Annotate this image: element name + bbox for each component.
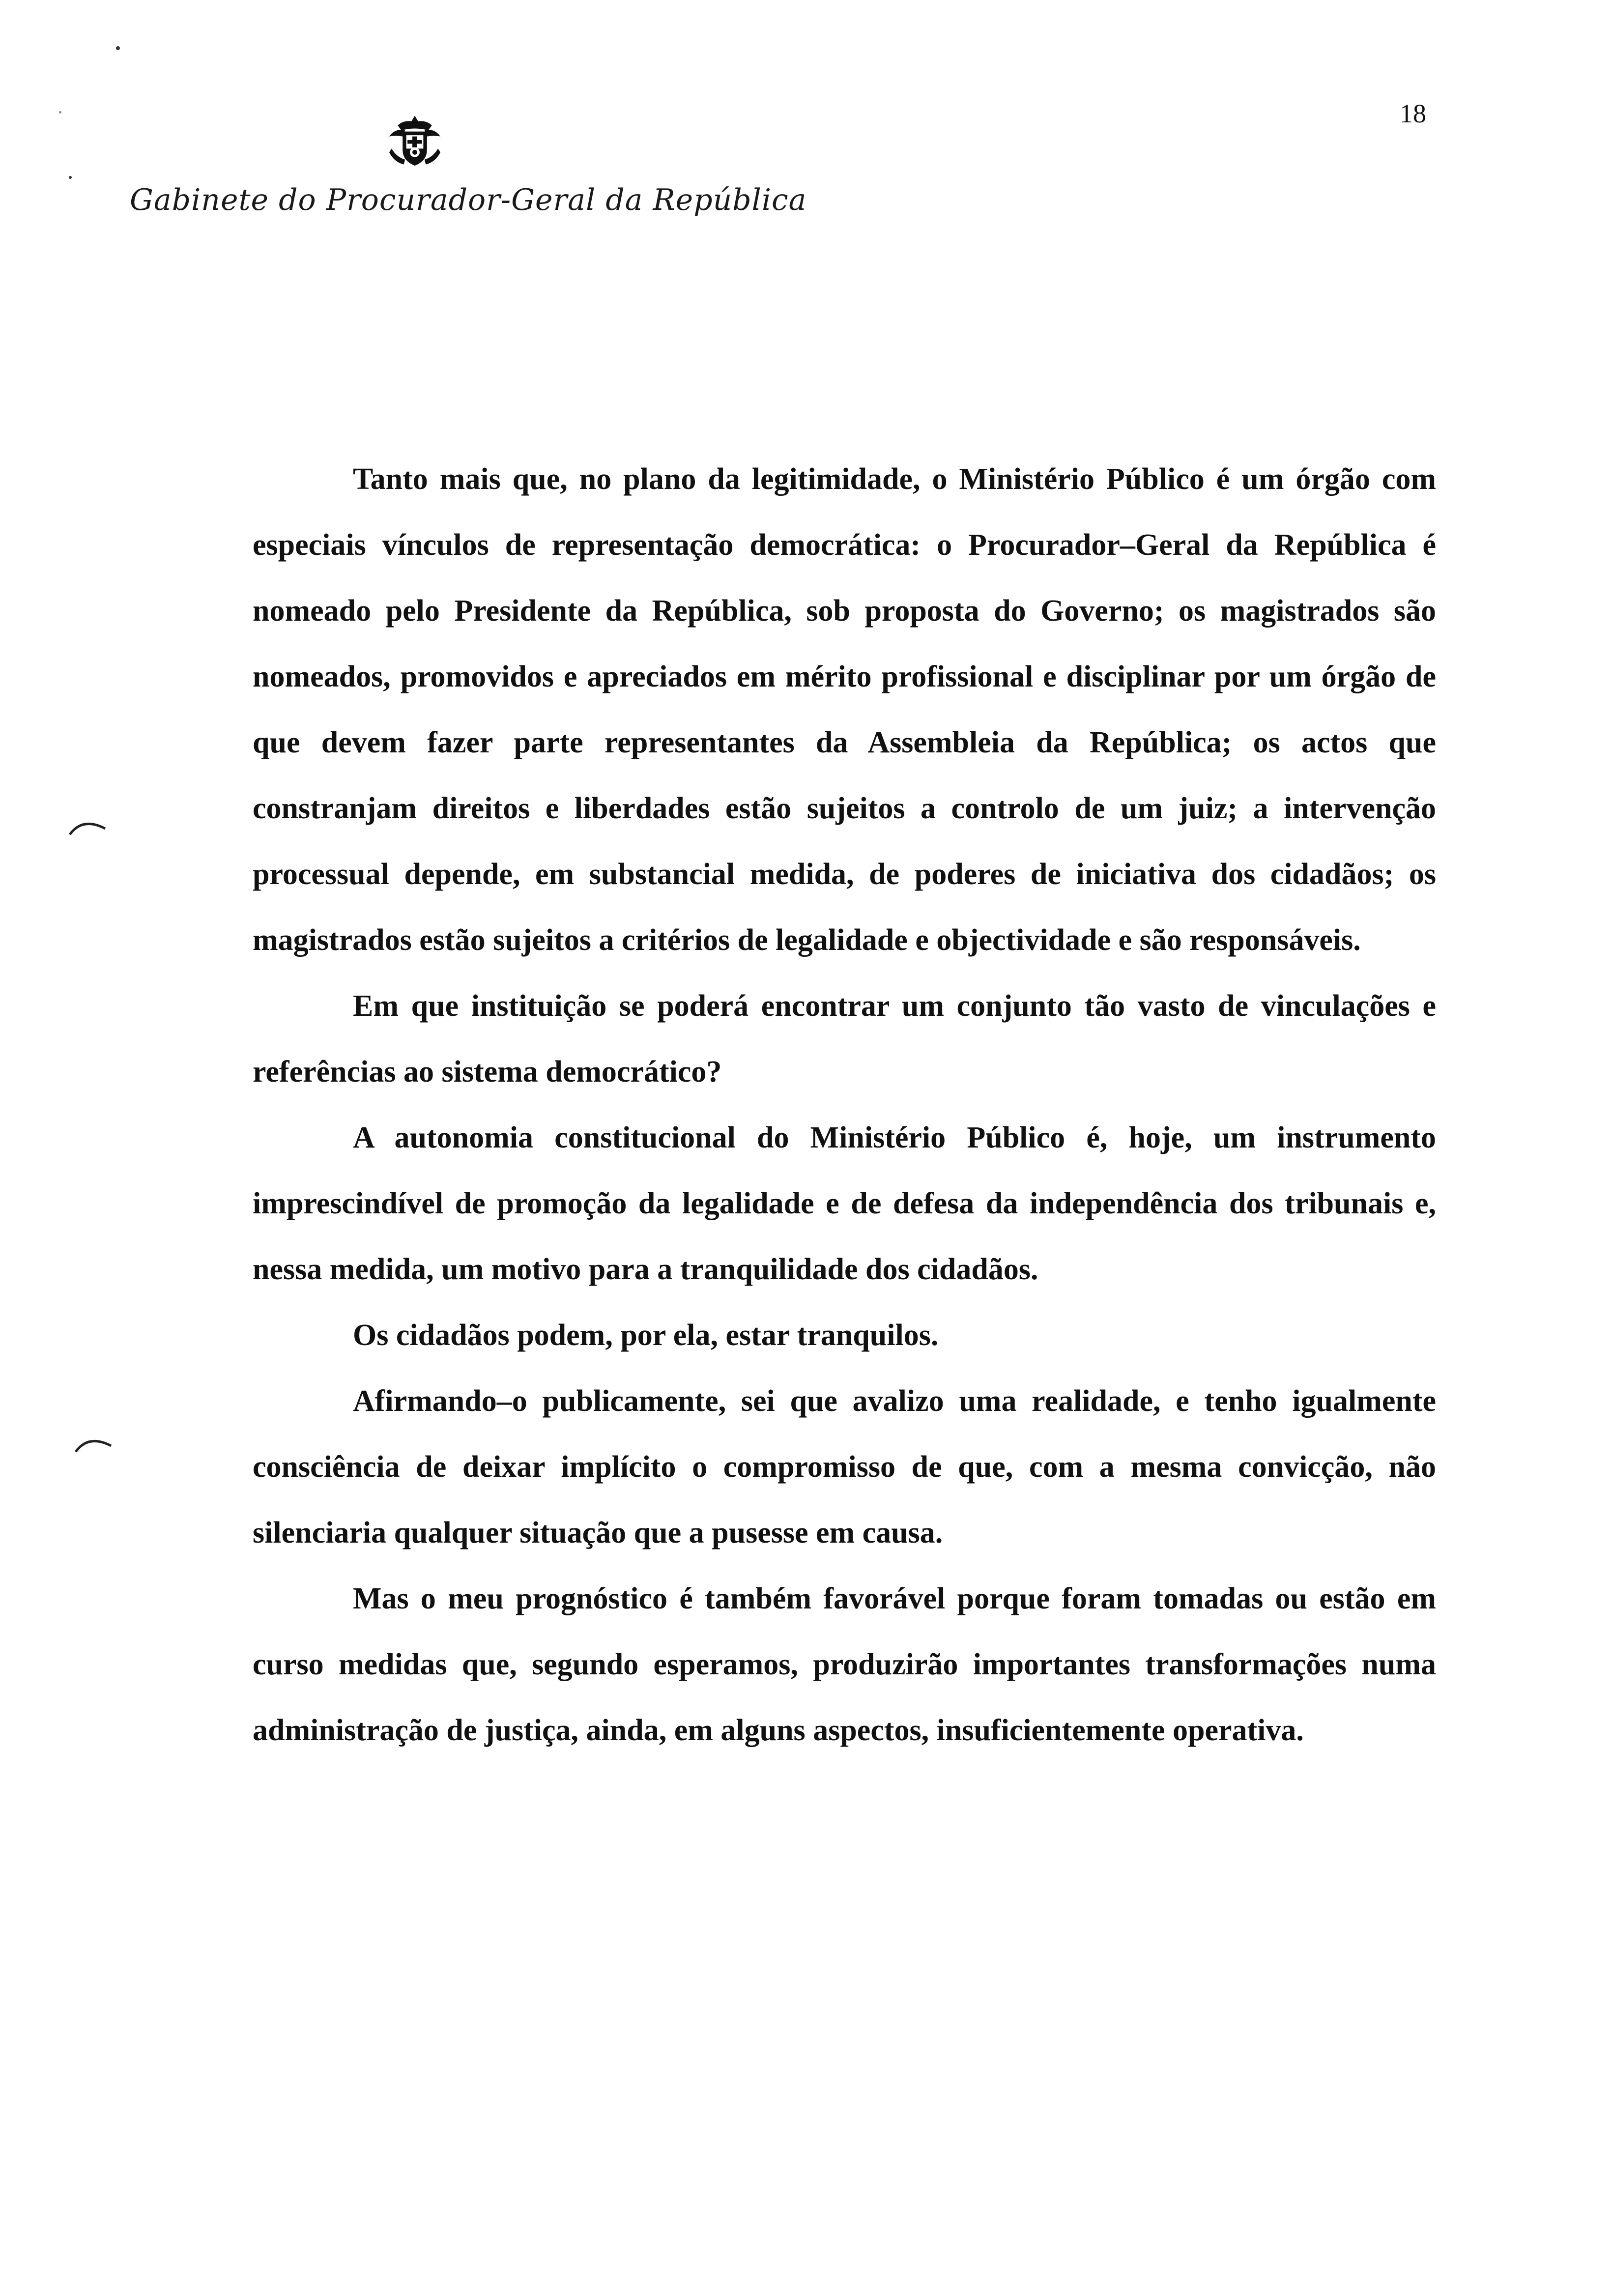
punch-hole-mark	[74, 1434, 113, 1454]
paragraph: A autonomia constitucional do Ministério Público é, hoje, um instrumento imprescindível de promoção da legalidade e de defesa da independência dos tribunais e, nessa medida, um motivo para a tranquilidade dos cidadãos.	[253, 1121, 1436, 1286]
paragraph: Em que instituição se poderá encontrar um conjunto tão vasto de vinculações e referências ao sistema democrático?	[253, 989, 1436, 1089]
paragraph: Tanto mais que, no plano da legitimidade, o Ministério Público é um órgão com especiais vínculos de representação democrática: o Procurador–Geral da República é nomeado pelo Presidente da República, sob proposta do Governo; os magistrados são nomeados, promovidos e apreciados em mérito profissional e disciplinar por um órgão de que devem fazer parte representantes da Assembleia da República; os actos que constranjam direitos e liberdades estão sujeitos a controlo de um juiz; a intervenção processual depende, em substancial medida, de poderes de iniciativa dos cidadãos; os magistrados estão sujeitos a critérios de legalidade e objectividade e são responsáveis.	[253, 462, 1436, 957]
scan-speck	[69, 176, 72, 179]
paragraph: Mas o meu prognóstico é também favorável porque foram tomadas ou estão em curso medidas que, segundo esperamos, produzirão importantes transformações numa administração de justiça, ainda, em alguns aspectos, insuficientemente operativa.	[253, 1582, 1436, 1747]
document-body	[253, 446, 1436, 1763]
scan-speck	[116, 46, 120, 50]
punch-hole-mark	[68, 817, 107, 836]
coat-of-arms-icon	[384, 112, 445, 173]
page-number: 18	[1400, 99, 1426, 128]
letterhead: Gabinete do Procurador-Geral da República	[130, 183, 807, 217]
scan-speck	[59, 111, 61, 114]
paragraph: Afirmando–o publicamente, sei que avalizo uma realidade, e tenho igualmente consciência de deixar implícito o compromisso de que, com a mesma convicção, não silenciaria qualquer situação que a pusesse em causa.	[253, 1384, 1436, 1550]
paragraph: Os cidadãos podem, por ela, estar tranquilos.	[353, 1319, 939, 1352]
